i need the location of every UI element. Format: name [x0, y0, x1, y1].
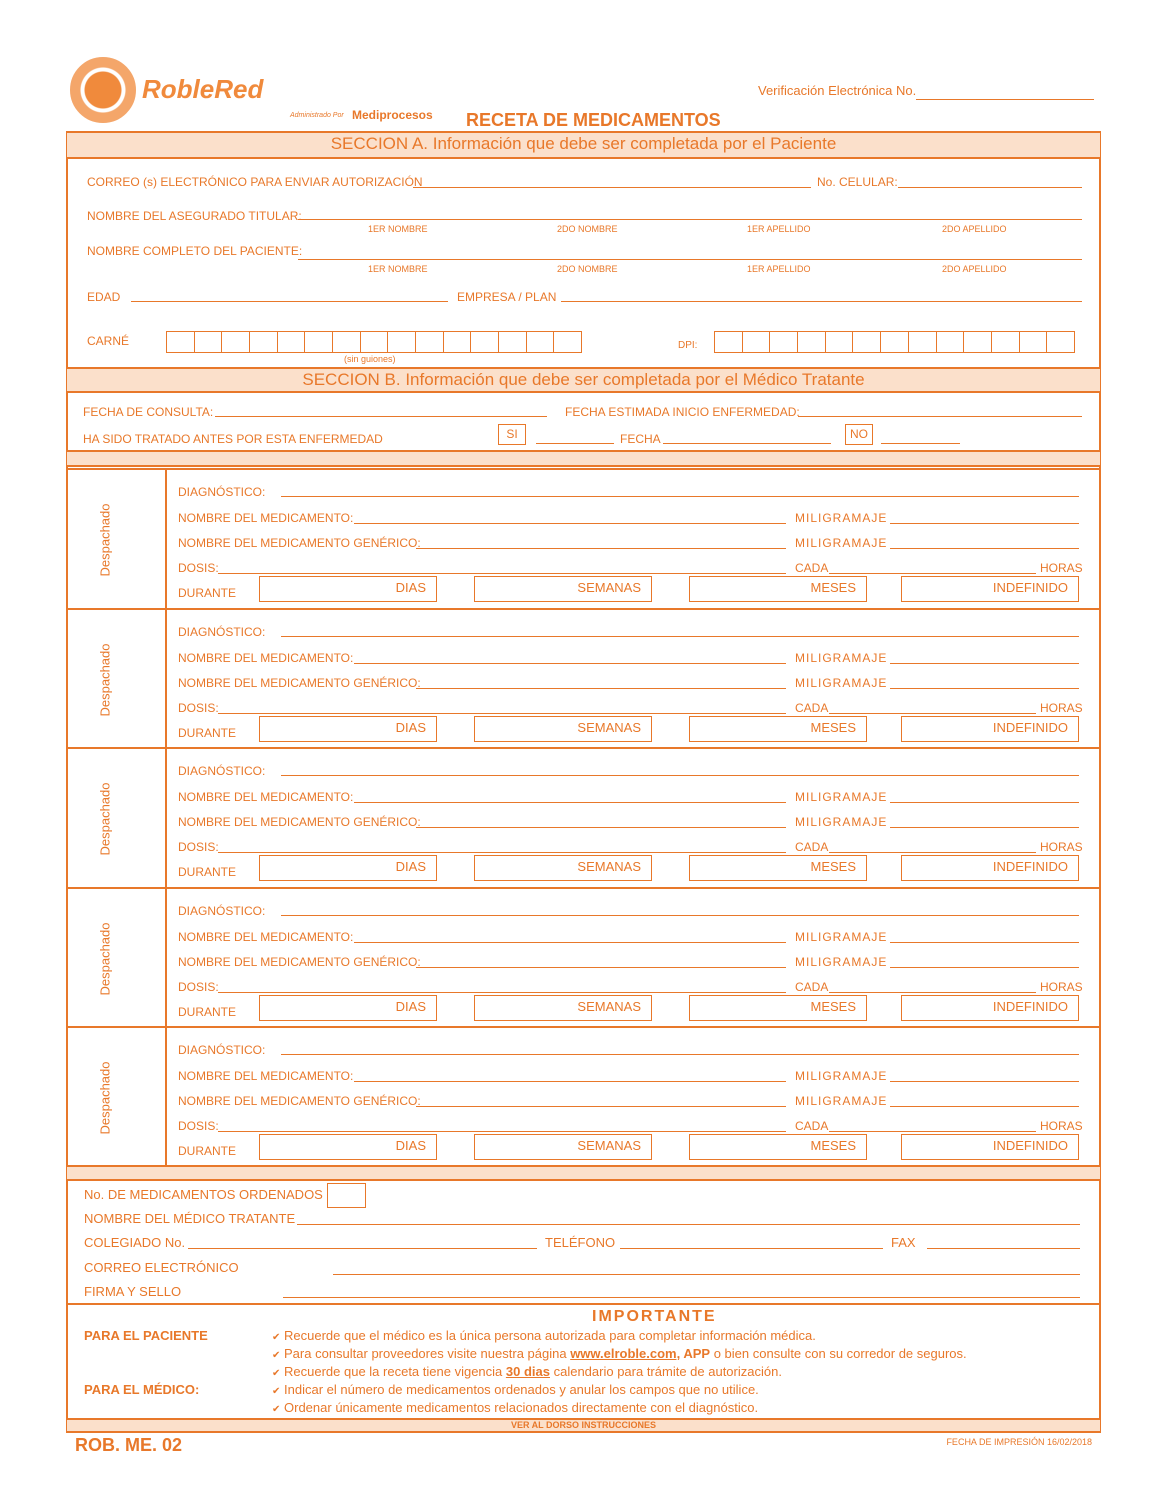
generic-dosage-mg-label: MILIGRAMAJE	[795, 1094, 888, 1108]
generic-dosage-mg-field[interactable]	[890, 688, 1079, 689]
count-field[interactable]	[327, 1183, 366, 1208]
fax-field[interactable]	[927, 1248, 1080, 1249]
generic-dosage-mg-label: MILIGRAMAJE	[795, 954, 888, 969]
digit-box[interactable]	[770, 332, 798, 352]
check-icon: ✔	[272, 1368, 281, 1379]
generic-name-label: NOMBRE DEL MEDICAMENTO GENÉRICO:	[178, 815, 421, 829]
onset-date-field[interactable]	[798, 416, 1082, 417]
doctor-email-field[interactable]	[333, 1274, 1080, 1275]
count-label: No. DE MEDICAMENTOS ORDENADOS	[84, 1187, 323, 1202]
column-divider	[165, 1028, 167, 1167]
indefinite-box[interactable]: INDEFINIDO	[901, 995, 1079, 1021]
dosage-mg-field[interactable]	[890, 802, 1079, 803]
every-label: CADA	[795, 979, 829, 994]
dosage-mg-field[interactable]	[890, 663, 1079, 664]
dispatched-label: Despachado	[97, 922, 113, 995]
duration-label: DURANTE	[178, 1004, 237, 1019]
duration-label: DURANTE	[178, 586, 237, 600]
months-box[interactable]: MESES	[689, 716, 867, 742]
divider-bar	[67, 450, 1100, 467]
generic-dosage-mg-field[interactable]	[890, 827, 1079, 828]
onset-label: FECHA ESTIMADA INICIO ENFERMEDAD:	[565, 405, 800, 419]
divider	[67, 1303, 1100, 1305]
hours-label: HORAS	[1040, 840, 1083, 854]
dispatched-label: Despachado	[97, 503, 113, 577]
bullet-text: o bien consulte con su corredor de seguros.	[710, 1346, 967, 1361]
signature-label: FIRMA Y SELLO	[84, 1284, 182, 1299]
every-label: CADA	[795, 840, 829, 854]
weeks-box[interactable]: SEMANAS	[474, 576, 652, 602]
company-label: EMPRESA / PLAN	[457, 290, 557, 304]
diagnosis-label: DIAGNÓSTICO:	[178, 764, 266, 778]
name-part-caption: 2DO NOMBRE	[557, 224, 618, 234]
card-number-boxes[interactable]	[166, 331, 582, 353]
dpi-label: DPI:	[678, 340, 698, 351]
dose-label: DOSIS:	[178, 1119, 219, 1133]
generic-name-field[interactable]	[416, 548, 786, 549]
dose-label: DOSIS:	[178, 561, 219, 575]
dispatched-label: Despachado	[97, 643, 113, 716]
diagnosis-label: DIAGNÓSTICO:	[178, 624, 266, 639]
dosage-mg-label: MILIGRAMAJE	[795, 650, 888, 665]
every-hours-field[interactable]	[829, 1131, 1036, 1132]
diagnosis-label: DIAGNÓSTICO:	[178, 485, 266, 499]
every-hours-field[interactable]	[829, 852, 1036, 853]
bullet-text: Ordenar únicamente medicamentos relacionados directamente con el diagnóstico.	[284, 1400, 759, 1415]
days-box[interactable]: DIAS	[259, 855, 437, 881]
weeks-box[interactable]: SEMANAS	[474, 995, 652, 1021]
consult-date-field[interactable]	[215, 416, 547, 417]
digit-box[interactable]	[167, 332, 195, 352]
back-note: VER AL DORSO INSTRUCCIONES	[67, 1418, 1100, 1433]
bullet	[272, 1328, 816, 1343]
website-link[interactable]: www.elroble.com,	[570, 1346, 681, 1361]
generic-dosage-mg-field[interactable]	[890, 1106, 1079, 1107]
patient-note-label: PARA EL PACIENTE	[84, 1328, 208, 1343]
hours-label: HORAS	[1040, 561, 1083, 575]
app-text: APP	[680, 1346, 711, 1361]
diagnosis-label: DIAGNÓSTICO:	[178, 1043, 266, 1057]
bullet	[272, 1382, 759, 1397]
verification-field[interactable]	[916, 99, 1094, 100]
dosage-mg-field[interactable]	[890, 942, 1079, 943]
digit-box[interactable]	[1047, 332, 1074, 352]
name-part-caption: 1ER NOMBRE	[368, 224, 428, 234]
dosage-mg-label: MILIGRAMAJE	[795, 929, 888, 944]
every-label: CADA	[795, 1119, 829, 1133]
no-checkbox[interactable]: NO	[845, 424, 873, 445]
generic-dosage-mg-label: MILIGRAMAJE	[795, 675, 888, 690]
roblered-logo	[70, 57, 136, 123]
generic-dosage-mg-field[interactable]	[890, 967, 1079, 968]
drug-name-label: NOMBRE DEL MEDICAMENTO:	[178, 929, 354, 944]
drug-name-label: NOMBRE DEL MEDICAMENTO:	[178, 790, 354, 804]
treated-label: HA SIDO TRATADO ANTES POR ESTA ENFERMEDAD	[83, 432, 383, 446]
digit-box[interactable]	[909, 332, 937, 352]
bullet-text: Indicar el número de medicamentos ordenados y anular los campos que no utilice.	[284, 1382, 759, 1397]
dose-field[interactable]	[218, 713, 786, 714]
drug-name-label: NOMBRE DEL MEDICAMENTO:	[178, 650, 354, 665]
check-icon: ✔	[272, 1350, 281, 1361]
every-hours-field[interactable]	[829, 713, 1036, 714]
mediprocesos-logo: Mediprocesos	[352, 108, 433, 122]
medication-block	[67, 468, 1100, 607]
bullet	[272, 1346, 967, 1361]
license-label: COLEGIADO No.	[84, 1235, 186, 1250]
doctor-note-label: PARA EL MÉDICO:	[84, 1382, 200, 1397]
check-icon: ✔	[272, 1332, 281, 1343]
bullet	[272, 1400, 758, 1415]
days-box[interactable]: DIAS	[259, 576, 437, 602]
days-box[interactable]: DIAS	[259, 716, 437, 742]
diagnosis-field[interactable]	[281, 915, 1079, 916]
digit-box[interactable]	[388, 332, 416, 352]
column-divider	[165, 889, 167, 1028]
insured-name-field[interactable]	[298, 219, 1082, 220]
column-divider	[165, 470, 167, 609]
generic-name-field[interactable]	[416, 967, 786, 968]
check-icon: ✔	[272, 1386, 281, 1397]
every-label: CADA	[795, 561, 829, 575]
doctor-email-label: CORREO ELECTRÓNICO	[84, 1260, 239, 1275]
fax-label: FAX	[891, 1235, 916, 1250]
digit-box[interactable]	[499, 332, 527, 352]
yes-checkbox[interactable]: SI	[498, 424, 526, 445]
logo-text: RobleRed	[142, 74, 264, 104]
indefinite-box[interactable]: INDEFINIDO	[901, 1134, 1079, 1160]
digit-box[interactable]	[222, 332, 250, 352]
every-hours-field[interactable]	[829, 573, 1036, 574]
cell-label: No. CELULAR:	[817, 175, 898, 189]
consult-date-label: FECHA DE CONSULTA:	[83, 405, 214, 419]
dose-field[interactable]	[218, 1131, 786, 1132]
no-detail-field[interactable]	[881, 443, 960, 444]
card-label: CARNÉ	[87, 334, 130, 348]
generic-name-label: NOMBRE DEL MEDICAMENTO GENÉRICO:	[178, 675, 421, 690]
diagnosis-field[interactable]	[281, 636, 1079, 637]
hours-label: HORAS	[1040, 979, 1083, 994]
dpi-boxes[interactable]	[714, 331, 1075, 353]
weeks-box[interactable]: SEMANAS	[474, 716, 652, 742]
phone-label: TELÉFONO	[545, 1235, 616, 1250]
dose-label: DOSIS:	[178, 700, 219, 715]
check-icon: ✔	[272, 1404, 281, 1415]
form-code: ROB. ME. 02	[75, 1435, 183, 1455]
days-box[interactable]: DIAS	[259, 1134, 437, 1160]
validity-days: 30 dias	[505, 1364, 550, 1379]
dose-label: DOSIS:	[178, 979, 219, 994]
digit-box[interactable]	[471, 332, 499, 352]
every-label: CADA	[795, 700, 829, 715]
digit-box[interactable]	[743, 332, 771, 352]
medication-block	[67, 608, 1100, 747]
diagnosis-field[interactable]	[281, 1054, 1079, 1055]
generic-name-label: NOMBRE DEL MEDICAMENTO GENÉRICO:	[178, 536, 421, 550]
dose-label: DOSIS:	[178, 840, 219, 854]
patient-name-field[interactable]	[298, 259, 1082, 260]
doctor-name-field[interactable]	[297, 1224, 1080, 1225]
verification-label: Verificación Electrónica No.	[758, 83, 917, 98]
digit-box[interactable]	[853, 332, 881, 352]
divider-bar	[67, 1165, 1100, 1181]
phone-field[interactable]	[620, 1248, 883, 1249]
drug-name-label: NOMBRE DEL MEDICAMENTO:	[178, 1069, 354, 1083]
months-box[interactable]: MESES	[689, 995, 867, 1021]
digit-box[interactable]	[527, 332, 555, 352]
drug-name-label: NOMBRE DEL MEDICAMENTO:	[178, 511, 354, 525]
months-box[interactable]: MESES	[689, 576, 867, 602]
form-title: RECETA DE MEDICAMENTOS	[466, 110, 721, 130]
dose-field[interactable]	[218, 992, 786, 993]
months-box[interactable]: MESES	[689, 855, 867, 881]
every-hours-field[interactable]	[829, 992, 1036, 993]
days-box[interactable]: DIAS	[259, 995, 437, 1021]
digit-box[interactable]	[1020, 332, 1048, 352]
generic-name-field[interactable]	[416, 827, 786, 828]
section-a-header: SECCION A. Información que debe ser completada por el Paciente	[67, 131, 1100, 159]
dose-field[interactable]	[218, 573, 786, 574]
digit-box[interactable]	[361, 332, 389, 352]
bullet-text: Recuerde que la receta tiene vigencia	[284, 1364, 506, 1379]
weeks-box[interactable]: SEMANAS	[474, 1134, 652, 1160]
digit-box[interactable]	[250, 332, 278, 352]
card-hint: (sin guiones)	[344, 354, 396, 364]
name-part-caption: 1ER NOMBRE	[368, 264, 428, 274]
digit-box[interactable]	[798, 332, 826, 352]
company-field[interactable]	[561, 301, 1082, 302]
indefinite-box[interactable]: INDEFINIDO	[901, 576, 1079, 602]
drug-name-field[interactable]	[354, 663, 786, 664]
dispatched-label: Despachado	[97, 1061, 113, 1135]
doctor-name-label: NOMBRE DEL MÉDICO TRATANTE	[84, 1211, 296, 1226]
dose-field[interactable]	[218, 852, 786, 853]
generic-name-field[interactable]	[416, 688, 786, 689]
dosage-mg-field[interactable]	[890, 1081, 1079, 1082]
bullet	[272, 1364, 782, 1379]
digit-box[interactable]	[554, 332, 581, 352]
generic-name-label: NOMBRE DEL MEDICAMENTO GENÉRICO:	[178, 1094, 421, 1108]
bullet-text: calendario para trámite de autorización.	[549, 1364, 782, 1379]
email-field[interactable]	[413, 187, 811, 188]
important-title: IMPORTANTE	[592, 1308, 717, 1325]
digit-box[interactable]	[195, 332, 223, 352]
medication-block	[67, 747, 1100, 886]
cell-field[interactable]	[898, 187, 1082, 188]
dosage-mg-label: MILIGRAMAJE	[795, 511, 888, 525]
digit-box[interactable]	[333, 332, 361, 352]
digit-box[interactable]	[964, 332, 992, 352]
dosage-mg-label: MILIGRAMAJE	[795, 1069, 888, 1083]
age-field[interactable]	[131, 301, 448, 302]
digit-box[interactable]	[305, 332, 333, 352]
name-part-caption: 2DO NOMBRE	[557, 264, 618, 274]
insured-label: NOMBRE DEL ASEGURADO TITULAR:	[87, 209, 302, 223]
indefinite-box[interactable]: INDEFINIDO	[901, 855, 1079, 881]
generic-name-label: NOMBRE DEL MEDICAMENTO GENÉRICO:	[178, 954, 421, 969]
column-divider	[165, 749, 167, 888]
digit-box[interactable]	[715, 332, 743, 352]
dosage-mg-label: MILIGRAMAJE	[795, 790, 888, 804]
diagnosis-label: DIAGNÓSTICO:	[178, 903, 266, 918]
hours-label: HORAS	[1040, 1119, 1083, 1133]
dosage-mg-field[interactable]	[890, 523, 1079, 524]
indefinite-box[interactable]: INDEFINIDO	[901, 716, 1079, 742]
email-label: CORREO (s) ELECTRÓNICO PARA ENVIAR AUTORIZACIÓN	[87, 175, 423, 189]
drug-name-field[interactable]	[354, 1081, 786, 1082]
generic-dosage-mg-label: MILIGRAMAJE	[795, 536, 888, 550]
drug-name-field[interactable]	[354, 523, 786, 524]
dispatched-label: Despachado	[97, 782, 113, 856]
hours-label: HORAS	[1040, 700, 1083, 715]
digit-box[interactable]	[992, 332, 1020, 352]
treated-date-field[interactable]	[663, 443, 831, 444]
medication-block	[67, 887, 1100, 1026]
generic-dosage-mg-field[interactable]	[890, 548, 1079, 549]
drug-name-field[interactable]	[354, 942, 786, 943]
months-box[interactable]: MESES	[689, 1134, 867, 1160]
date-label: FECHA	[620, 432, 661, 446]
diagnosis-field[interactable]	[281, 496, 1079, 497]
digit-box[interactable]	[278, 332, 306, 352]
generic-name-field[interactable]	[416, 1106, 786, 1107]
name-part-caption: 2DO APELLIDO	[942, 224, 1007, 234]
signature-field[interactable]	[283, 1297, 1080, 1298]
duration-label: DURANTE	[178, 1144, 237, 1158]
duration-label: DURANTE	[178, 865, 237, 879]
digit-box[interactable]	[881, 332, 909, 352]
age-label: EDAD	[87, 290, 121, 304]
medication-block	[67, 1026, 1100, 1165]
duration-label: DURANTE	[178, 725, 237, 740]
name-part-caption: 1ER APELLIDO	[747, 224, 811, 234]
generic-dosage-mg-label: MILIGRAMAJE	[795, 815, 888, 829]
patient-label: NOMBRE COMPLETO DEL PACIENTE:	[87, 244, 303, 258]
name-part-caption: 2DO APELLIDO	[942, 264, 1007, 274]
bullet-text: Para consultar proveedores visite nuestra página	[284, 1346, 571, 1361]
print-date: FECHA DE IMPRESIÓN 16/02/2018	[946, 1437, 1092, 1447]
drug-name-field[interactable]	[354, 802, 786, 803]
digit-box[interactable]	[444, 332, 472, 352]
administered-by: Administrado Por	[290, 112, 344, 119]
bullet-text: Recuerde que el médico es la única persona autorizada para completar información médica.	[284, 1328, 816, 1343]
section-b-header: SECCION B. Información que debe ser completada por el Médico Tratante	[67, 367, 1100, 393]
diagnosis-field[interactable]	[281, 775, 1079, 776]
yes-detail-field[interactable]	[536, 443, 614, 444]
weeks-box[interactable]: SEMANAS	[474, 855, 652, 881]
digit-box[interactable]	[937, 332, 965, 352]
name-part-caption: 1ER APELLIDO	[747, 264, 811, 274]
digit-box[interactable]	[826, 332, 854, 352]
license-field[interactable]	[188, 1248, 537, 1249]
digit-box[interactable]	[416, 332, 444, 352]
column-divider	[165, 610, 167, 749]
